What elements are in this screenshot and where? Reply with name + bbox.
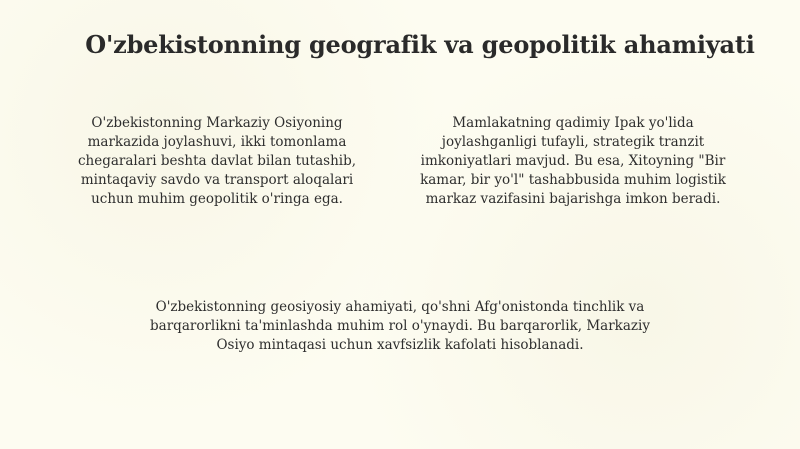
paragraph-geographic-position: O'zbekistonning Markaziy Osiyoning markazida joylashuvi, ikki tomonlama chegaralari beshta davlat bilan tutashib, mintaqaviy savdo va transport aloqalari uchun muhim geopolitik o'ringa ega. — [77, 115, 357, 207]
slide-title: O'zbekistonning geografik va geopolitik ahamiyati — [85, 30, 755, 59]
paragraph-silk-road-transit: Mamlakatning qadimiy Ipak yo'lida joylashganligi tufayli, strategik tranzit imkoniyatlari mavjud. Bu esa, Xitoyning "Bir kamar, bir yo'l" tashabbusida muhim logistik markaz vazifasini bajarishga imkon beradi. — [420, 115, 726, 207]
paragraph-regional-security: O'zbekistonning geosiyosiy ahamiyati, qo'shni Afg'onistonda tinchlik va barqarorlikni ta'minlashda muhim rol o'ynaydi. Bu barqarorlik, Markaziy Osiyo mintaqasi uchun xavfsizlik kafolati hisoblanadi. — [150, 299, 650, 353]
